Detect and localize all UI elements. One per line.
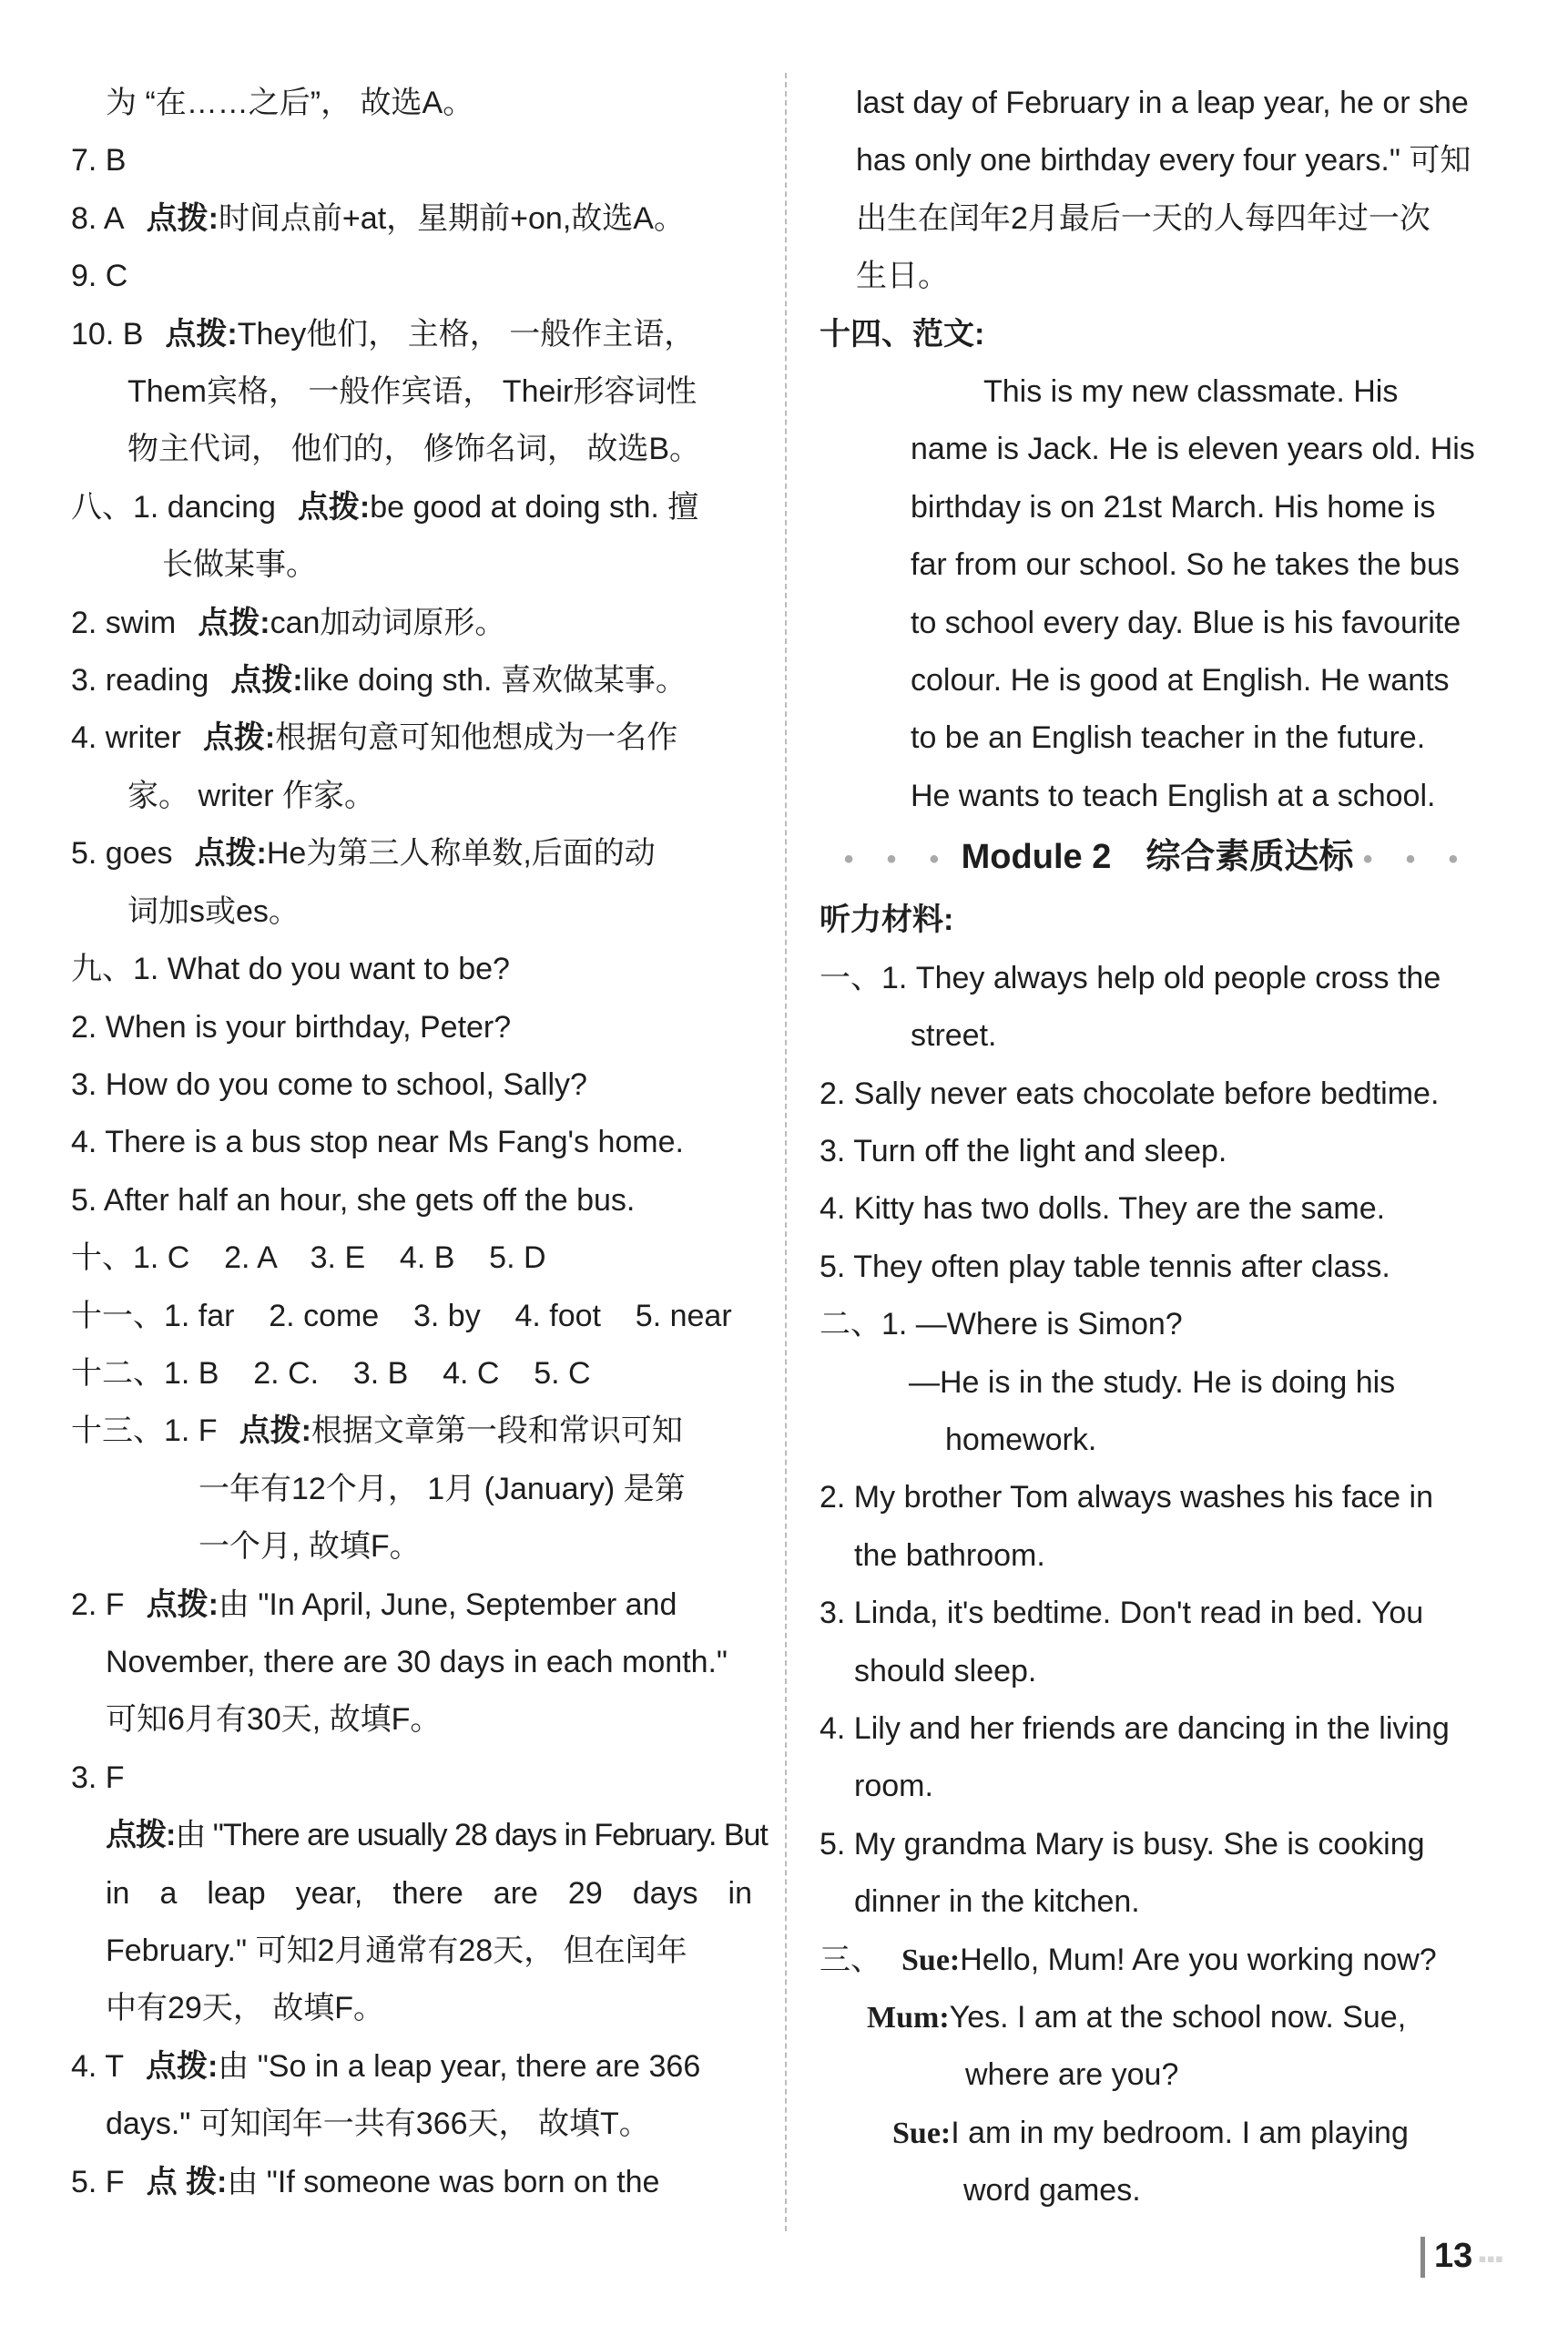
text-line: 一个月, 故填F。 — [199, 1529, 421, 1565]
hint-label: 点拨: — [194, 836, 267, 872]
text-line: 生日。 — [856, 259, 949, 294]
text-line: 点拨:由 "There are usually 28 days in February. But — [106, 1818, 768, 1853]
hint-label: 点拨: — [146, 200, 219, 236]
dialog-line: homework. — [945, 1422, 1097, 1457]
hint-label: 点拨: — [146, 1586, 219, 1622]
text-line: 家。 writer 作家。 — [127, 778, 375, 813]
essay-line: This is my new classmate. His — [983, 374, 1399, 410]
essay-line: name is Jack. He is eleven years old. His — [911, 432, 1475, 467]
right-column — [820, 75, 1495, 2220]
text-line: 为 “在……之后”， 故选A。 — [106, 86, 474, 120]
left-column — [71, 75, 768, 2211]
column-divider — [785, 73, 787, 2231]
answer-line: 2. F 点拨:由 "In April, June, September and — [71, 1586, 677, 1622]
hint-label: 点拨: — [165, 316, 238, 352]
text-line: 可知6月有30天, 故填F。 — [106, 1702, 442, 1738]
answer-line: 7. B — [71, 143, 127, 179]
answer-line: 3. Turn off the light and sleep. — [820, 1133, 1227, 1168]
answer-line: 5. They often play table tennis after class. — [820, 1249, 1390, 1284]
hint-label: 点拨: — [297, 489, 371, 525]
logo-mark: ▪▪▪ — [1478, 2245, 1503, 2272]
answer-line: 4. writer 点拨:根据句意可知他想成为一名作 — [71, 720, 678, 756]
answer-line: 3. reading 点拨:like doing sth. 喜欢做某事。 — [71, 663, 687, 699]
module-title: Module 2 综合素质达标 — [961, 838, 1354, 877]
decorative-dots: • • • — [1362, 844, 1471, 875]
text-line: 长做某事。 — [162, 547, 317, 583]
answer-line: 十三、1. F 点拨:根据文章第一段和常识可知 — [71, 1413, 683, 1449]
text-line: 词加s或es。 — [127, 893, 300, 929]
essay-line: colour. He is good at English. He wants — [911, 663, 1450, 699]
text-line: street. — [911, 1018, 997, 1054]
essay-line: to be an English teacher in the future. — [911, 720, 1426, 756]
dialog-line: —He is in the study. He is doing his — [909, 1364, 1396, 1400]
page-number: 13 ▪▪▪ — [1420, 2237, 1503, 2278]
answer-line: 5. goes 点拨:He为第三人称单数,后面的动 — [71, 836, 656, 872]
answer-line: 4. Lily and her friends are dancing in the living — [820, 1710, 1450, 1746]
dialog-line: Mum:Yes. I am at the school now. Sue, — [867, 2000, 1407, 2035]
answer-line: 十二、1. B 2. C. 3. B 4. C 5. C — [71, 1355, 591, 1391]
speaker-label: Mum: — [867, 2001, 950, 2035]
answer-line: 十一、1. far 2. come 3. by 4. foot 5. near — [71, 1298, 732, 1333]
answer-line: 2. swim 点拨:can加动词原形。 — [71, 605, 506, 640]
answer-line: 3. F — [71, 1760, 125, 1795]
answer-line: 一、1. They always help old people cross the — [820, 960, 1441, 995]
text-line: last day of February in a leap year, he or she — [856, 86, 1469, 120]
dialog-line: Sue:I am in my bedroom. I am playing — [892, 2115, 1409, 2150]
answer-line: 九、1. What do you want to be? — [71, 952, 510, 987]
hint-label: 点拨: — [198, 605, 270, 640]
essay-line: to school every day. Blue is his favourite — [911, 605, 1461, 640]
answer-line: 2. My brother Tom always washes his face in — [820, 1480, 1433, 1515]
hint-label: 点拨: — [145, 2048, 219, 2084]
text-line: in a leap year, there are 29 days in — [106, 1875, 752, 1911]
answer-line: 4. There is a bus stop near Ms Fang's home. — [71, 1125, 684, 1160]
decorative-dots: • • • — [843, 844, 952, 875]
answer-line: 8. A 点拨:时间点前+at，星期前+on,故选A。 — [71, 200, 685, 236]
answer-line: 2. When is your birthday, Peter? — [71, 1009, 512, 1045]
answer-line: 5. After half an hour, she gets off the bus. — [71, 1182, 636, 1218]
essay-line: He wants to teach English at a school. — [911, 778, 1436, 813]
answer-line: 4. Kitty has two dolls. They are the same. — [820, 1191, 1386, 1227]
answer-line: 9. C — [71, 259, 128, 294]
dialog-line: word games. — [963, 2173, 1141, 2209]
answer-line: 2. Sally never eats chocolate before bedtime. — [820, 1076, 1440, 1111]
hint-label: 点 拨: — [146, 2164, 228, 2199]
text-line: 出生在闰年2月最后一天的人每四年过一次 — [856, 200, 1431, 236]
answer-line: 5. My grandma Mary is busy. She is cooking — [820, 1826, 1425, 1862]
hint-label: 点拨: — [230, 663, 303, 699]
answer-line: 二、1. —Where is Simon? — [820, 1307, 1183, 1342]
hint-label: 点拨: — [202, 720, 276, 756]
speaker-label: Sue: — [892, 2116, 952, 2150]
section-heading: 十四、范文: — [820, 316, 985, 352]
text-line: should sleep. — [854, 1653, 1037, 1688]
answer-line: 3. How do you come to school, Sally? — [71, 1066, 587, 1102]
text-line: 物主代词， 他们的， 修饰名词， 故选B。 — [127, 432, 701, 467]
essay-line: birthday is on 21st March. His home is — [911, 489, 1436, 525]
text-line: the bathroom. — [854, 1537, 1045, 1573]
answer-line: 5. F 点 拨:由 "If someone was born on the — [71, 2164, 660, 2199]
text-line: days." 可知闰年一共有366天， 故填T。 — [106, 2107, 650, 2142]
text-line: 中有29天， 故填F。 — [106, 1991, 385, 2026]
dialog-line: where are you? — [965, 2057, 1179, 2093]
answer-line: 4. T 点拨:由 "So in a leap year, there are 366 — [71, 2048, 701, 2084]
text-line: has only one birthday every four years." 可知 — [856, 143, 1471, 179]
section-heading: 听力材料: — [820, 903, 954, 938]
hint-label: 点拨: — [239, 1413, 311, 1449]
dialog-line: 三、 Sue:Hello, Mum! Are you working now? — [820, 1942, 1437, 1977]
text-line: February." 可知2月通常有28天， 但在闰年 — [106, 1933, 687, 1968]
answer-line: 八、1. dancing 点拨:be good at doing sth. 擅 — [71, 489, 699, 525]
speaker-label: Sue: — [901, 1943, 961, 1977]
module-heading — [820, 825, 1495, 892]
text-line: dinner in the kitchen. — [854, 1884, 1140, 1920]
text-line: room. — [854, 1769, 933, 1804]
essay-line: far from our school. So he takes the bus — [911, 547, 1460, 583]
answer-line: 10. B 点拨:They他们， 主格， 一般作主语， — [71, 316, 696, 352]
text-line: November, there are 30 days in each month." — [106, 1644, 728, 1679]
answer-line: 3. Linda, it's bedtime. Don't read in bed. You — [820, 1596, 1424, 1631]
text-line: 一年有12个月， 1月 (January) 是第 — [199, 1471, 686, 1506]
hint-label: 点拨: — [106, 1818, 176, 1853]
answer-line: 十、1. C 2. A 3. E 4. B 5. D — [71, 1240, 546, 1276]
text-line: Them宾格， 一般作宾语， Their形容词性 — [127, 374, 697, 410]
